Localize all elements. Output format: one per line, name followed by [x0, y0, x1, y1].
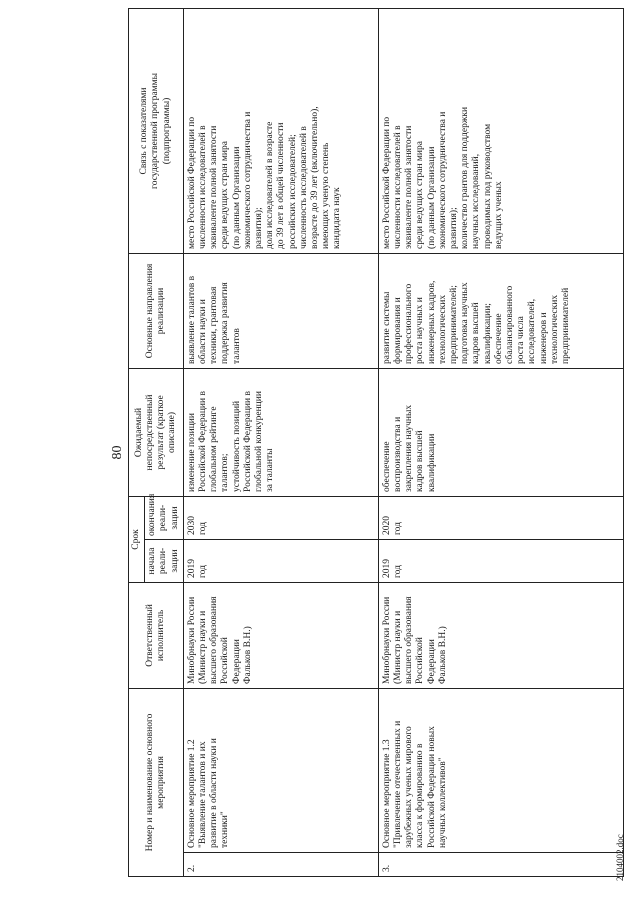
header-term: Срок: [129, 496, 145, 582]
row-end: 2020 год: [378, 496, 623, 539]
table-row: [378, 8, 623, 876]
header-directions: Основные направления реализации: [129, 253, 184, 368]
row-executor: Минобрнауки России (Министр науки и высшего образования Российской Федерации Фальков В.Н.): [183, 582, 378, 688]
measures-table: [128, 8, 624, 877]
header-number-name: Номер и наименование основного мероприятия: [129, 688, 184, 876]
row-directions: выявление талантов в области науки и техники, грантовая поддержка развития талантов: [183, 253, 378, 368]
row-result: изменение позиции Российской Федерации в глобальном рейтинге талантов; устойчивость позиций Российской Федерации в глобальной конкуренции за таланты: [183, 368, 378, 496]
row-number: 2.: [183, 853, 378, 877]
row-link: место Российской Федерации по численности исследователей в эквиваленте полной занятости среди ведущих стран мира (по данным Организации экономического сотрудничества и развития); количество грантов для поддержки научных исследований, проводимых под руководством ведущих ученых: [378, 8, 623, 253]
row-start: 2019 год: [183, 539, 378, 582]
table-row: [183, 8, 378, 876]
header-end: окончания реали- зации: [145, 496, 184, 539]
row-link: место Российской Федерации по численности исследователей в эквиваленте полной занятости среди ведущих стран мира (по данным Организации экономического сотрудничества и развития); доля исследователей в возрасте до 39 лет в общей численности российских исследователей; численность исследователей в возрасте до 39 лет (включительно), имеющих ученую степень кандидата наук: [183, 8, 378, 253]
footer-doc-code: 2104002.doc: [615, 834, 625, 881]
row-number: 3.: [378, 853, 623, 877]
row-result: обеспечение воспроизводства и закрепления научных кадров высшей квалификации: [378, 368, 623, 496]
row-title: Основное мероприятие 1.2 "Выявление талантов и их развитие в области науки и техники": [183, 688, 378, 852]
header-result: Ожидаемый непосредственный результат (краткое описание): [129, 368, 184, 496]
header-link: Связь с показателями государственной программы (подпрограммы): [129, 8, 184, 253]
row-start: 2019 год: [378, 539, 623, 582]
row-title: Основное мероприятие 1.3 "Привлечение отечественных и зарубежных ученых мирового класса к формированию в Российской Федерации новых научных коллективов": [378, 688, 623, 852]
header-executor: Ответственный исполнитель: [129, 582, 184, 688]
row-directions: развитие системы формирования и профессионального роста научных и инженерных кадров, технологических предпринимателей; подготовка научных кадров высшей квалификации; обеспечение сбалансированного роста числа исследователей, инженеров и технологических предпринимателей: [378, 253, 623, 368]
header-start: начала реали- зации: [145, 539, 184, 582]
row-end: 2030 год: [183, 496, 378, 539]
header-row-1: [129, 8, 145, 876]
row-executor: Минобрнауки России (Министр науки и высшего образования Российской Федерации Фальков В.Н.): [378, 582, 623, 688]
page-number: 80: [110, 445, 125, 460]
